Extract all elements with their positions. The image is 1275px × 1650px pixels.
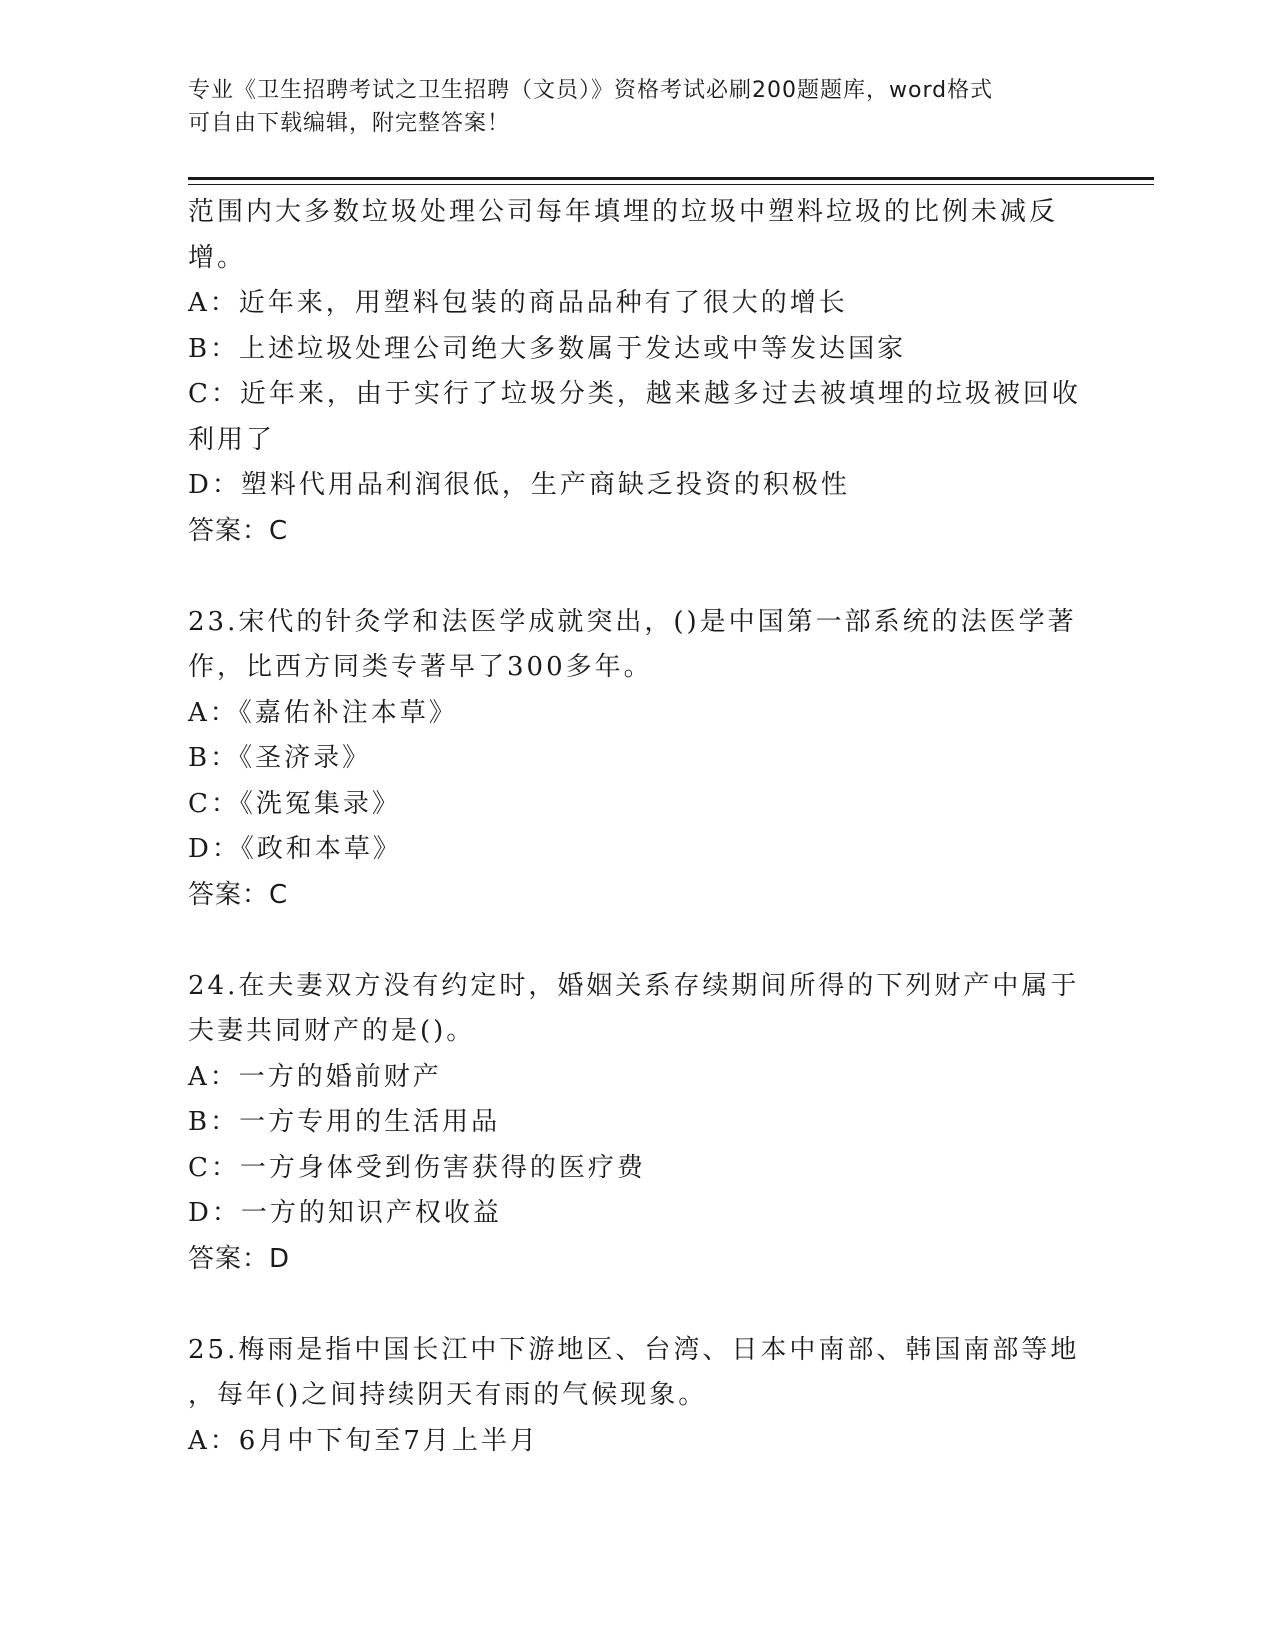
option-b: B：《圣济录》 <box>188 743 372 773</box>
question-stem-line: 23.宋代的针灸学和法医学成就突出，()是中国第一部系统的法医学著 <box>188 606 1077 637</box>
question-22 <box>188 190 1088 554</box>
option-c: C：近年来，由于实行了垃圾分类，越来越多过去被填埋的垃圾被回收 <box>188 379 1081 409</box>
answer-label: 答案：C <box>188 879 289 910</box>
option-b: B：一方专用的生活用品 <box>188 1107 501 1137</box>
option-d: D：《政和本草》 <box>188 834 402 864</box>
document-header <box>188 74 1088 140</box>
question-23 <box>188 600 1088 919</box>
option-a: A：近年来，用塑料包装的商品品种有了很大的增长 <box>188 288 848 318</box>
spacer <box>188 554 1088 600</box>
spacer <box>188 1282 1088 1328</box>
option-b: B：上述垃圾处理公司绝大多数属于发达或中等发达国家 <box>188 333 907 364</box>
question-stem-line: 夫妻共同财产的是()。 <box>188 1016 476 1046</box>
header-divider-thick <box>188 177 1154 180</box>
question-25 <box>188 1328 1088 1465</box>
question-stem-line: ，每年()之间持续阴天有雨的气候现象。 <box>188 1380 708 1410</box>
option-d: D：塑料代用品利润很低，生产商缺乏投资的积极性 <box>188 470 850 500</box>
question-stem-line: 作，比西方同类专著早了300多年。 <box>188 652 653 682</box>
question-stem-line: 增。 <box>188 242 247 273</box>
option-a: A：6月中下旬至7月上半月 <box>188 1425 539 1456</box>
option-c-continued: 利用了 <box>188 424 276 455</box>
question-stem-line: 范围内大多数垃圾处理公司每年填埋的垃圾中塑料垃圾的比例未减反 <box>188 197 1059 227</box>
question-24 <box>188 964 1088 1283</box>
option-d: D：一方的知识产权收益 <box>188 1198 502 1228</box>
question-stem-line: 25.梅雨是指中国长江中下游地区、台湾、日本中南部、韩国南部等地 <box>188 1334 1080 1365</box>
header-line-1: 专业《卫生招聘考试之卫生招聘（文员）》资格考试必刷200题题库，word格式 <box>188 78 994 103</box>
question-stem-line: 24.在夫妻双方没有约定时，婚姻关系存续期间所得的下列财产中属于 <box>188 970 1080 1001</box>
question-content <box>188 190 1088 1464</box>
answer-label: 答案：D <box>188 1243 291 1274</box>
answer-label: 答案：C <box>188 515 289 546</box>
spacer <box>188 918 1088 964</box>
header-line-2: 可自由下载编辑，附完整答案！ <box>188 111 511 136</box>
option-a: A：一方的婚前财产 <box>188 1061 442 1092</box>
header-divider-thin <box>188 184 1154 185</box>
option-c: C：《洗冤集录》 <box>188 788 401 819</box>
option-c: C：一方身体受到伤害获得的医疗费 <box>188 1152 646 1183</box>
option-a: A：《嘉佑补注本草》 <box>188 697 458 728</box>
